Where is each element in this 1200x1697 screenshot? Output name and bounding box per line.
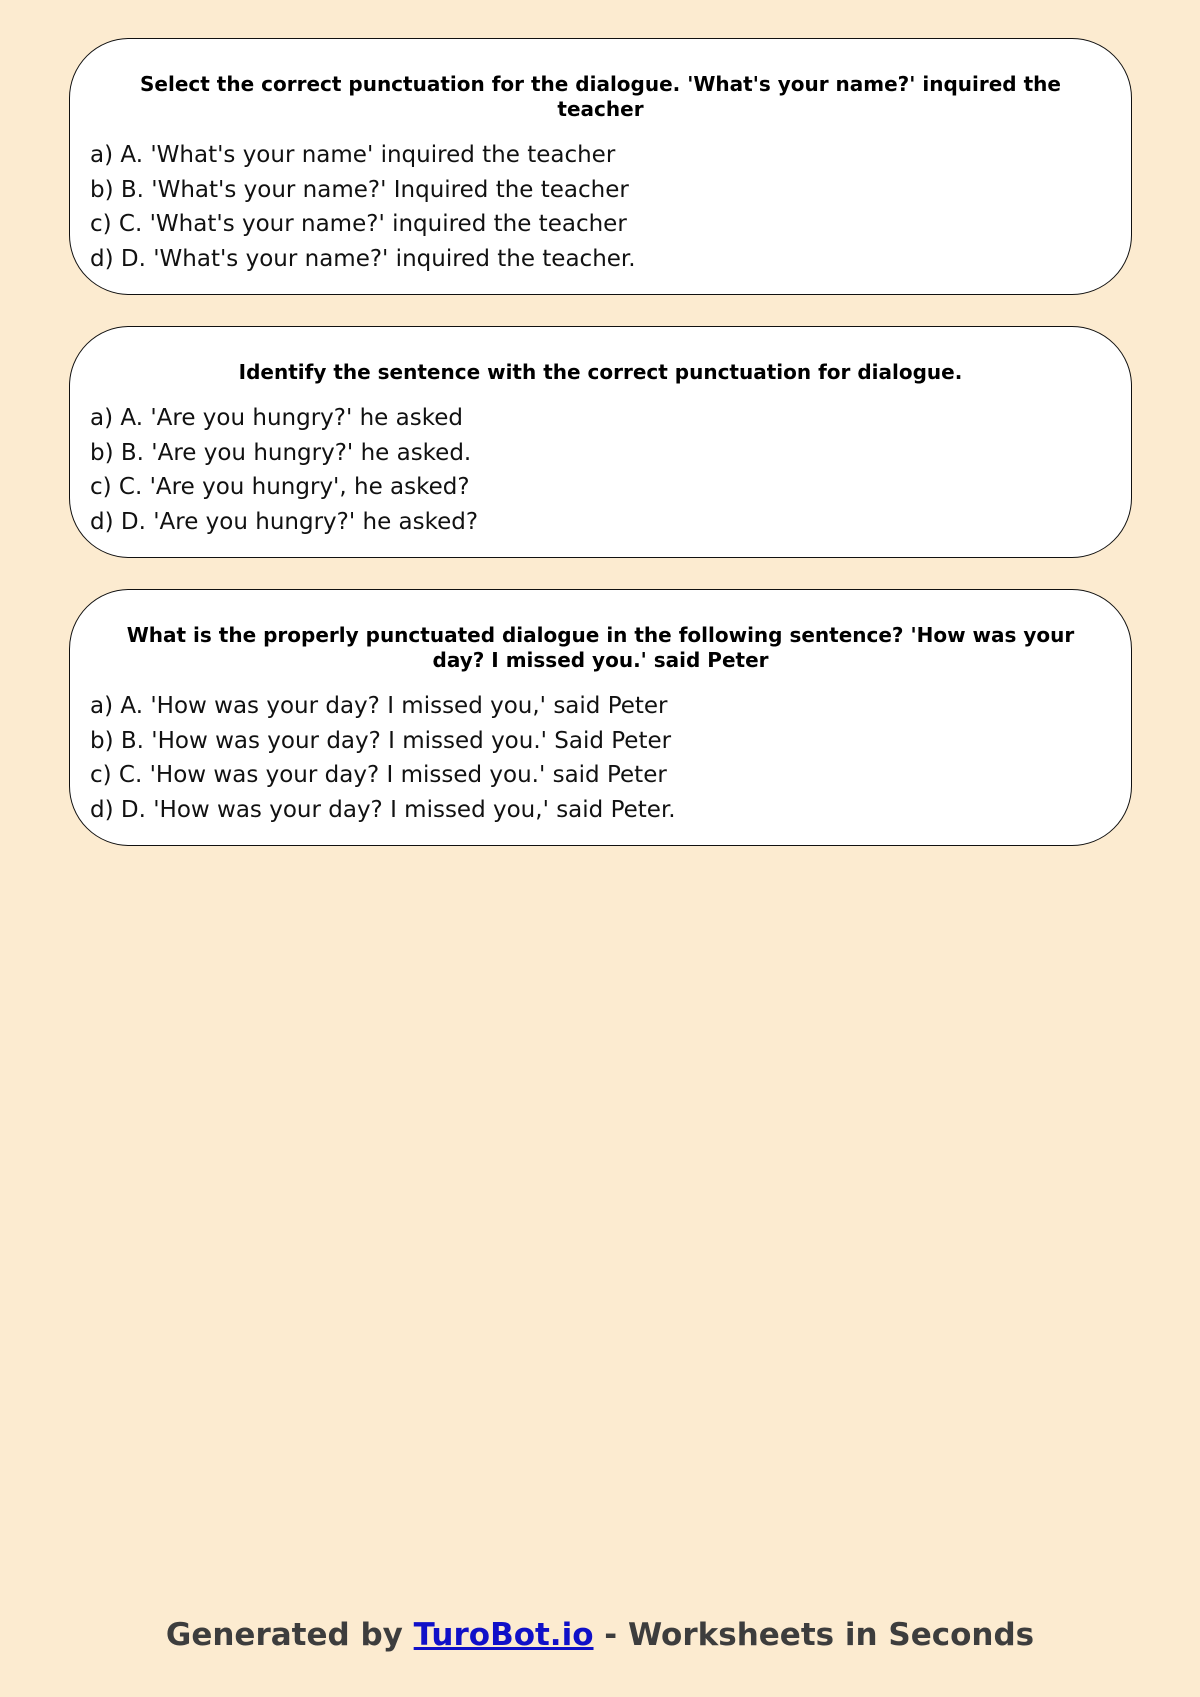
question-text: What is the properly punctuated dialogue in the following sentence? 'How was your day? I missed you.' said Peter bbox=[126, 623, 1075, 672]
footer-prefix: Generated by bbox=[165, 1617, 414, 1653]
option-d: d) D. 'What's your name?' inquired the teacher. bbox=[90, 245, 636, 272]
option-c: c) C. 'How was your day? I missed you.' said Peter bbox=[90, 762, 667, 788]
option-a: a) A. 'What's your name' inquired the teacher bbox=[90, 142, 616, 168]
question-card-2 bbox=[69, 326, 1132, 558]
question-card-3 bbox=[69, 589, 1132, 846]
option-b: b) B. 'Are you hungry?' he asked. bbox=[90, 439, 472, 466]
question-text: Identify the sentence with the correct punctuation for dialogue. bbox=[238, 360, 963, 384]
footer-suffix: - Worksheets in Seconds bbox=[593, 1617, 1035, 1653]
question-text: Select the correct punctuation for the dialogue. 'What's your name?' inquired the teacher bbox=[140, 72, 1061, 121]
option-d: d) D. 'Are you hungry?' he asked? bbox=[90, 508, 479, 535]
option-d: d) D. 'How was your day? I missed you,' said Peter. bbox=[90, 796, 676, 823]
option-list bbox=[90, 689, 1111, 827]
option-list bbox=[90, 401, 1111, 539]
turobot-link[interactable]: TuroBot.io bbox=[413, 1617, 594, 1653]
option-b: b) B. 'What's your name?' Inquired the teacher bbox=[90, 176, 629, 203]
option-list bbox=[90, 138, 1111, 276]
question-card-1 bbox=[69, 38, 1132, 295]
option-b: b) B. 'How was your day? I missed you.' Said Peter bbox=[90, 727, 672, 754]
footer bbox=[0, 1617, 1200, 1653]
option-a: a) A. 'Are you hungry?' he asked bbox=[90, 405, 463, 431]
option-c: c) C. 'Are you hungry', he asked? bbox=[90, 474, 470, 500]
option-a: a) A. 'How was your day? I missed you,' said Peter bbox=[90, 693, 668, 719]
question-list bbox=[69, 38, 1132, 877]
option-c: c) C. 'What's your name?' inquired the teacher bbox=[90, 211, 627, 237]
